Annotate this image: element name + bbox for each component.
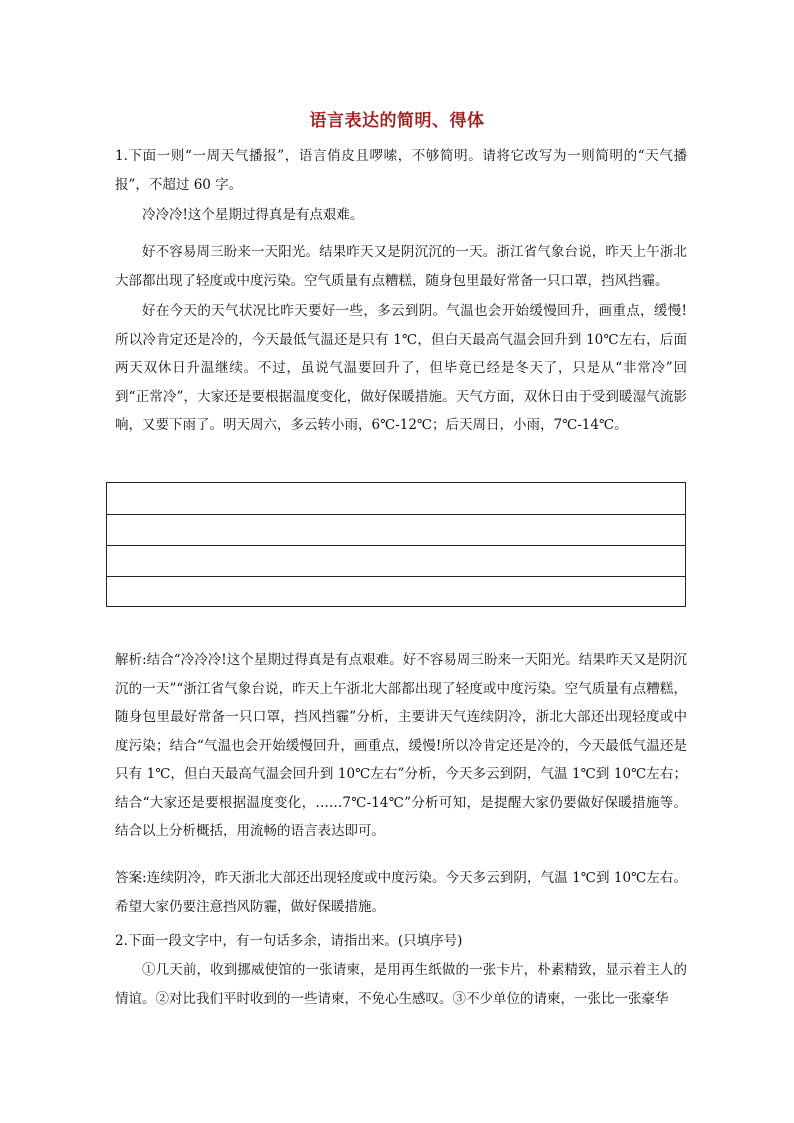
answer-line — [107, 545, 685, 546]
q1-paragraph-2: 好不容易周三盼来一天阳光。结果昨天又是阴沉沉的一天。浙江省气象台说，昨天上午浙北大部都出现了轻度或中度污染。空气质量有点糟糕，随身包里最好常备一只口罩，挡风挡霾。 — [115, 244, 687, 289]
answer-line — [107, 576, 685, 577]
page-title: 语言表达的简明、得体 — [309, 111, 485, 131]
q1-analysis: 解析:结合“冷冷冷!这个星期过得真是有点艰难。好不容易周三盼来一天阳光。结果昨天又是阴沉沉的一天”“浙江省气象台说，昨天上午浙北大部都出现了轻度或中度污染。空气质量有点糟糕，随身包里最好常备一只口罩，挡风挡霾”分析，主要讲天气连续阴冷，浙北大部还出现轻度或中度污染；结合“气温也会开始缓慢回升，画重点，缓慢!所以冷肯定还是冷的，今天最低气温还是只有 1℃，但白天最高气温会回升到 10℃左右”分析，今天多云到阴，气温 1℃到 10℃左右；结合“大家还是要根据温度变化，……7℃-14℃”分析可知，是提醒大家仍要做好保暖措施等。结合以上分析概括，用流畅的语言表达即可。 — [115, 652, 687, 839]
q2-paragraph-1: ①几天前，收到挪威使馆的一张请柬，是用再生纸做的一张卡片，朴素精致，显示着主人的情谊。②对比我们平时收到的一些请柬，不免心生感叹。③不少单位的请柬，一张比一张豪华 — [115, 962, 687, 1007]
q2-prompt: 2.下面一段文字中，有一句话多余，请指出来。(只填序号) — [115, 933, 463, 949]
q1-prompt: 1.下面一则“一周天气播报”，语言俏皮且啰嗦，不够简明。请将它改写为一则简明的“天气播报”，不超过 60 字。 — [115, 148, 687, 193]
q1-paragraph-1: 冷冷冷!这个星期过得真是有点艰难。 — [142, 207, 364, 223]
answer-line — [107, 514, 685, 515]
answer-writing-box[interactable] — [106, 482, 686, 607]
q1-answer: 答案:连续阴冷，昨天浙北大部还出现轻度或中度污染。今天多云到阴，气温 1℃到 10℃左右。希望大家仍要注意挡风防霾，做好保暖措施。 — [115, 870, 687, 915]
q1-paragraph-3: 好在今天的天气状况比昨天要好一些，多云到阴。气温也会开始缓慢回升，画重点，缓慢!所以冷肯定还是冷的，今天最低气温还是只有 1℃，但白天最高气温会回升到 10℃左右，后面两天双休日升温继续。不过，虽说气温要回升了，但毕竟已经是冬天了，只是从“非常冷”回到“正常冷”，大家还是要根据温度变化，做好保暖措施。天气方面，双休日由于受到暖湿气流影响，又要下雨了。明天周六，多云转小雨，6℃-12℃；后天周日，小雨，7℃-14℃。 — [115, 303, 687, 433]
